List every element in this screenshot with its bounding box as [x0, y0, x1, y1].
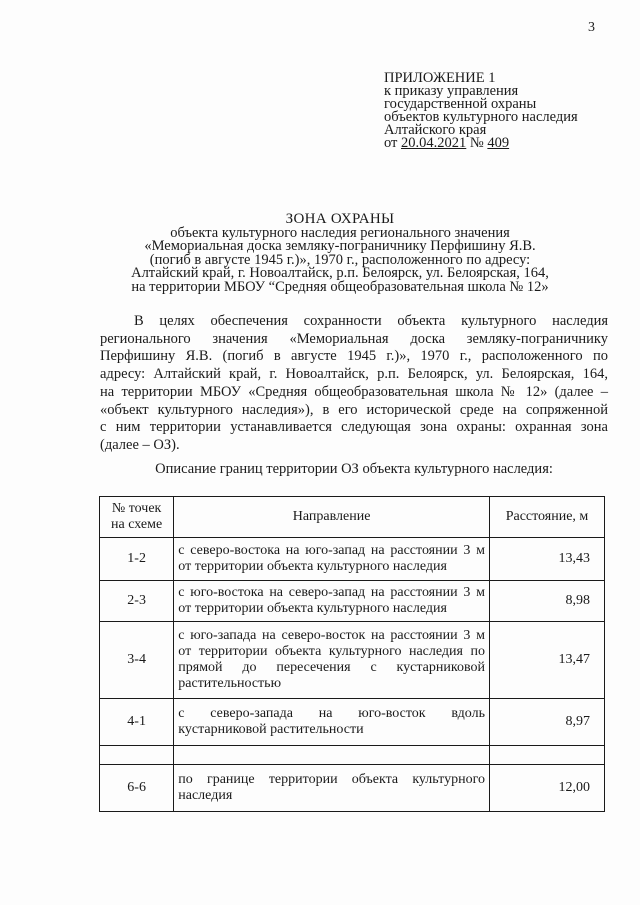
table-row — [100, 581, 605, 622]
cell-direction — [174, 699, 490, 746]
intro-line: Перфишину Я.В. (погиб в августе 1945 г.)», 1970 г., расположенного по — [100, 348, 608, 365]
header-direction: Направление — [174, 497, 490, 538]
table-row — [100, 699, 605, 746]
cell-points: 6-6 — [100, 765, 174, 812]
title-line: «Мемориальная доска земляку-пограничнику Перфишину Я.В. — [144, 238, 536, 254]
cell-distance: 12,00 — [489, 765, 604, 812]
cell-direction — [174, 538, 490, 581]
number-prefix: № — [469, 135, 484, 151]
cell-direction — [174, 581, 490, 622]
cell-points: 4-1 — [100, 699, 174, 746]
cell-distance: 13,43 — [489, 538, 604, 581]
intro-line: адресу: Алтайский край, г. Новоалтайск, р.п. Белоярск, ул. Белоярская, 164, — [100, 366, 608, 383]
spacer-cell — [100, 746, 174, 765]
direction-text: по границе территории объекта культурного наследия — [178, 772, 485, 803]
appendix-line: объектов культурного наследия — [384, 109, 578, 125]
intro-line: «объект культурного наследия»), в его исторической среде на сопряженной — [100, 401, 608, 418]
table-spacer-row — [100, 746, 605, 765]
cell-points: 1-2 — [100, 538, 174, 581]
header-points: № точек на схеме — [100, 497, 174, 538]
appendix-line: к приказу управления — [384, 83, 519, 99]
table-row — [100, 622, 605, 699]
cell-distance: 13,47 — [489, 622, 604, 699]
order-date: 20.04.2021 — [401, 135, 467, 151]
appendix-date-line — [384, 137, 624, 150]
title-line: Алтайский край, г. Новоалтайск, р.п. Белоярск, ул. Белоярская, 164, — [131, 265, 549, 281]
spacer-cell — [174, 746, 490, 765]
table-row — [100, 765, 605, 812]
direction-text: с юго-востока на северо-запад на расстоянии 3 м от территории объекта культурного наследия — [178, 585, 485, 616]
appendix-line: Алтайского края — [384, 122, 487, 138]
spacer-cell — [489, 746, 604, 765]
cell-distance: 8,97 — [489, 699, 604, 746]
cell-points: 2-3 — [100, 581, 174, 622]
cell-distance: 8,98 — [489, 581, 604, 622]
intro-line: с ним территории устанавливается следующая зона охраны: охранная зона — [100, 419, 608, 436]
intro-line: В целях обеспечения сохранности объекта культурного наследия — [134, 313, 608, 329]
table-row — [100, 538, 605, 581]
direction-text: с северо-запада на юго-восток вдоль кустарниковой растительности — [178, 706, 485, 737]
header-distance: Расстояние, м — [489, 497, 604, 538]
intro-line: регионального значения «Мемориальная доска земляку-пограничнику — [100, 330, 608, 347]
table-caption: Описание границ территории ОЗ объекта культурного наследия: — [155, 461, 553, 477]
page-number: 3 — [588, 20, 595, 35]
direction-text: с северо-востока на юго-запад на расстоянии 3 м от территории объекта культурного наследия — [178, 543, 485, 574]
appendix-title: ПРИЛОЖЕНИЕ 1 — [384, 70, 496, 86]
borders-table — [99, 496, 605, 812]
order-number: 409 — [487, 135, 510, 151]
intro-paragraph — [100, 313, 608, 455]
cell-points: 3-4 — [100, 622, 174, 699]
document-heading: ЗОНА ОХРАНЫ — [285, 211, 395, 227]
title-line: на территории МБОУ “Средняя общеобразовательная школа № 12» — [131, 278, 549, 295]
title-block — [100, 213, 580, 294]
title-line: (погиб в августе 1945 г.)», 1970 г., расположенного по адресу: — [149, 251, 531, 268]
date-prefix: от — [384, 135, 398, 151]
appendix-line: государственной охраны — [384, 96, 537, 112]
cell-direction — [174, 765, 490, 812]
table-header-row — [100, 497, 605, 538]
appendix-block — [384, 72, 624, 150]
cell-direction — [174, 622, 490, 699]
direction-text: с юго-запада на северо-восток на расстоянии 3 м от территории объекта культурного наследия по прямой до пересечения с кустарниковой растительностью — [178, 628, 485, 691]
intro-line: на территории МБОУ «Средняя общеобразовательная школа № 12» (далее – — [100, 383, 608, 400]
intro-line: (далее – ОЗ). — [100, 436, 180, 453]
title-line: объекта культурного наследия регионального значения — [170, 224, 510, 241]
